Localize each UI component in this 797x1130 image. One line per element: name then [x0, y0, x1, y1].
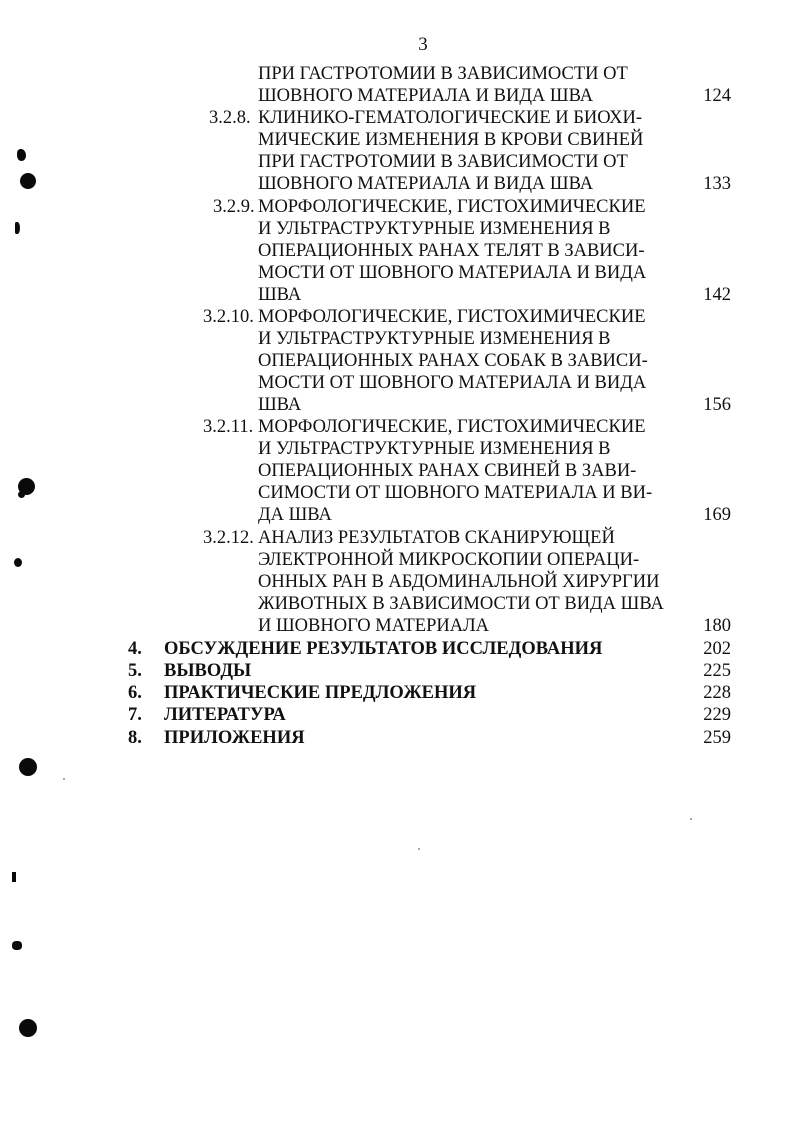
toc-page-number: 124	[703, 86, 731, 106]
toc-page-number: 169	[703, 505, 731, 525]
toc-entry-line: И УЛЬТРАСТРУКТУРНЫЕ ИЗМЕНЕНИЯ В	[258, 329, 611, 349]
toc-entry-line: ШВА	[258, 395, 302, 415]
scan-speck	[418, 848, 420, 850]
toc-entry-line: МОРФОЛОГИЧЕСКИЕ, ГИСТОХИМИЧЕСКИЕ	[258, 197, 646, 217]
toc-entry-line: И УЛЬТРАСТРУКТУРНЫЕ ИЗМЕНЕНИЯ В	[258, 439, 611, 459]
toc-entry-line: ШВА	[258, 285, 302, 305]
toc-entry-line: ЖИВОТНЫХ В ЗАВИСИМОСТИ ОТ ВИДА ШВА	[258, 594, 664, 614]
toc-section-number: 3.2.12.	[203, 528, 254, 548]
toc-section-number: 3.2.8.	[209, 108, 251, 128]
toc-page-number: 225	[703, 661, 731, 681]
scan-mark	[17, 149, 26, 161]
toc-entry-line: ШОВНОГО МАТЕРИАЛА И ВИДА ШВА	[258, 86, 594, 106]
toc-chapter-title: ПРИЛОЖЕНИЯ	[164, 728, 305, 748]
toc-entry-line: ПРИ ГАСТРОТОМИИ В ЗАВИСИМОСТИ ОТ	[258, 152, 628, 172]
toc-entry-line: ОПЕРАЦИОННЫХ РАНАХ СОБАК В ЗАВИСИ-	[258, 351, 648, 371]
toc-page-number: 133	[703, 174, 731, 194]
toc-page-number: 228	[703, 683, 731, 703]
toc-chapter-title: ОБСУЖДЕНИЕ РЕЗУЛЬТАТОВ ИССЛЕДОВАНИЯ	[164, 639, 603, 659]
toc-chapter-number: 7.	[128, 705, 142, 725]
toc-chapter-number: 8.	[128, 728, 142, 748]
page-number: 3	[418, 34, 428, 55]
scan-mark	[18, 491, 25, 498]
toc-page-number: 156	[703, 395, 731, 415]
scan-mark	[12, 872, 16, 882]
toc-entry-line: ШОВНОГО МАТЕРИАЛА И ВИДА ШВА	[258, 174, 594, 194]
toc-entry-line: И ШОВНОГО МАТЕРИАЛА	[258, 616, 489, 636]
toc-entry-line: АНАЛИЗ РЕЗУЛЬТАТОВ СКАНИРУЮЩЕЙ	[258, 528, 615, 548]
scan-speck	[63, 778, 65, 780]
toc-page-number: 142	[703, 285, 731, 305]
binder-hole	[19, 758, 37, 776]
toc-entry-line: МОРФОЛОГИЧЕСКИЕ, ГИСТОХИМИЧЕСКИЕ	[258, 307, 646, 327]
toc-entry-line: ЭЛЕКТРОННОЙ МИКРОСКОПИИ ОПЕРАЦИ-	[258, 550, 640, 570]
toc-entry-line: ПРИ ГАСТРОТОМИИ В ЗАВИСИМОСТИ ОТ	[258, 64, 628, 84]
toc-chapter-number: 4.	[128, 639, 142, 659]
toc-entry-line: ДА ШВА	[258, 505, 332, 525]
scan-speck	[690, 818, 692, 820]
toc-section-number: 3.2.11.	[203, 417, 254, 437]
toc-entry-line: МОРФОЛОГИЧЕСКИЕ, ГИСТОХИМИЧЕСКИЕ	[258, 417, 646, 437]
toc-entry-line: ОПЕРАЦИОННЫХ РАНАХ СВИНЕЙ В ЗАВИ-	[258, 461, 637, 481]
toc-chapter-title: ЛИТЕРАТУРА	[164, 705, 286, 725]
toc-page-number: 180	[703, 616, 731, 636]
toc-page-number: 259	[703, 728, 731, 748]
toc-chapter-number: 5.	[128, 661, 142, 681]
toc-entry-line: ОННЫХ РАН В АБДОМИНАЛЬНОЙ ХИРУРГИИ	[258, 572, 660, 592]
scan-mark	[12, 941, 22, 950]
toc-entry-line: МИЧЕСКИЕ ИЗМЕНЕНИЯ В КРОВИ СВИНЕЙ	[258, 130, 644, 150]
scan-mark	[14, 558, 22, 567]
toc-page-number: 229	[703, 705, 731, 725]
toc-chapter-title: ПРАКТИЧЕСКИЕ ПРЕДЛОЖЕНИЯ	[164, 683, 477, 703]
toc-entry-line: СИМОСТИ ОТ ШОВНОГО МАТЕРИАЛА И ВИ-	[258, 483, 653, 503]
binder-hole	[20, 173, 36, 189]
toc-section-number: 3.2.9.	[213, 197, 255, 217]
scan-mark	[15, 222, 20, 234]
toc-chapter-number: 6.	[128, 683, 142, 703]
toc-entry-line: МОСТИ ОТ ШОВНОГО МАТЕРИАЛА И ВИДА	[258, 263, 647, 283]
toc-entry-line: ОПЕРАЦИОННЫХ РАНАХ ТЕЛЯТ В ЗАВИСИ-	[258, 241, 645, 261]
binder-hole	[19, 1019, 37, 1037]
toc-entry-line: И УЛЬТРАСТРУКТУРНЫЕ ИЗМЕНЕНИЯ В	[258, 219, 611, 239]
toc-section-number: 3.2.10.	[203, 307, 254, 327]
toc-entry-line: МОСТИ ОТ ШОВНОГО МАТЕРИАЛА И ВИДА	[258, 373, 647, 393]
toc-entry-line: КЛИНИКО-ГЕМАТОЛОГИЧЕСКИЕ И БИОХИ-	[258, 108, 643, 128]
toc-chapter-title: ВЫВОДЫ	[164, 661, 252, 681]
toc-page-number: 202	[703, 639, 731, 659]
